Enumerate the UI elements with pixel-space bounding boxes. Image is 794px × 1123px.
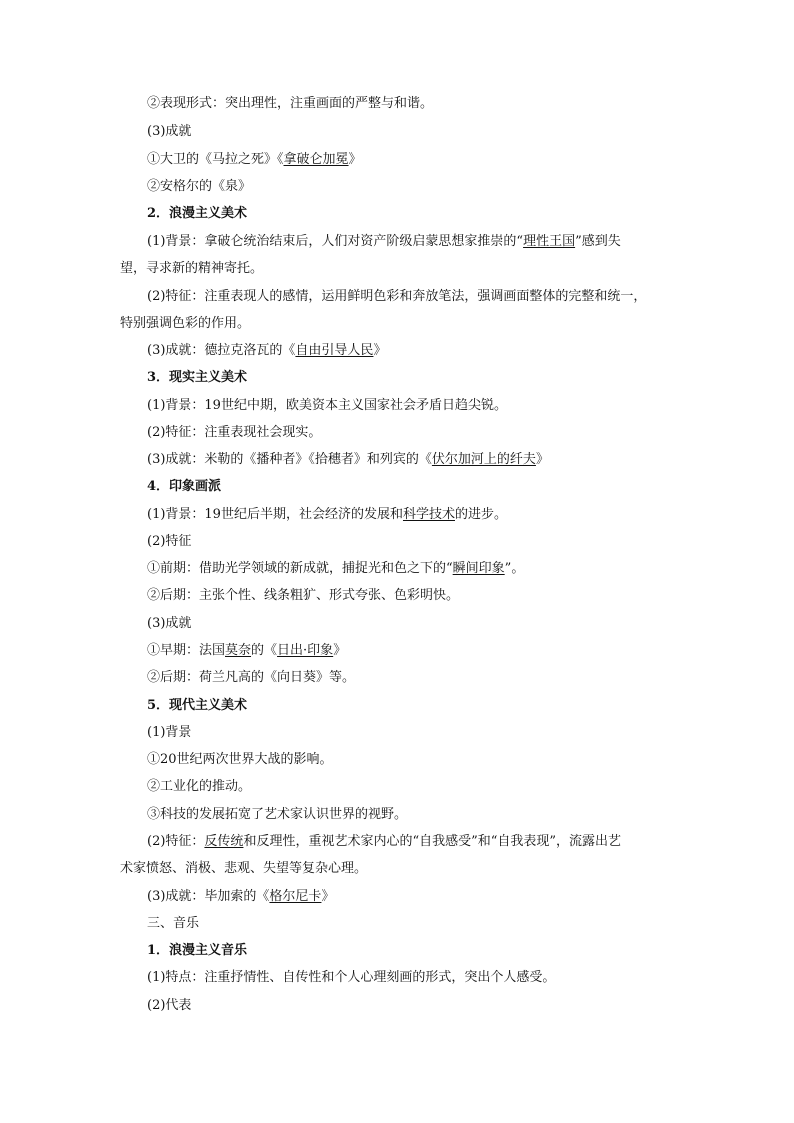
text-line: ③科技的发展拓宽了艺术家认识世界的视野。 [147,807,408,822]
answer-blank: 理性王国 [523,234,576,249]
text-line: ①大卫的《马拉之死》《拿破仑加冕》 [147,152,362,167]
answer-blank: 瞬间印象 [452,561,505,576]
section-heading: 5．现代主义美术 [147,698,248,713]
text-line: ②后期：主张个性、线条粗犷、形式夸张、色彩明快。 [147,588,460,603]
section-heading: 三、音乐 [147,916,200,931]
answer-blank: 格尔尼卡 [269,889,322,904]
section-heading: 1．浪漫主义音乐 [147,943,248,958]
text-line: (2)特征：注重表现人的感情，运用鲜明色彩和奔放笔法，强调画面整体的完整和统一， [147,289,647,304]
section-heading: 3．现实主义美术 [147,370,248,385]
answer-blank: 日出·印象 [277,643,334,658]
text-line: (1)特点：注重抒情性、自传性和个人心理刻画的形式，突出个人感受。 [147,970,556,985]
text-line: (3)成就：德拉克洛瓦的《自由引导人民》 [147,343,387,358]
text-line: (2)特征：反传统和反理性，重视艺术家内心的“自我感受”和“自我表现”，流露出艺 [147,834,622,849]
section-heading: 4．印象画派 [147,479,222,494]
answer-blank: 反传统 [204,834,244,849]
text-line: (3)成就：米勒的《播种者》《拾穗者》和列宾的《伏尔加河上的纤夫》 [147,452,549,467]
text-line: 术家愤怒、消极、悲观、失望等复杂心理。 [120,861,368,876]
text-line: ②表现形式：突出理性，注重画面的严整与和谐。 [147,96,434,111]
text-line: ②后期：荷兰凡高的《向日葵》等。 [147,670,356,685]
answer-blank: 伏尔加河上的纤夫 [431,452,536,467]
text-line: 特别强调色彩的作用。 [120,316,251,331]
text-line: (3)成就 [147,124,192,139]
text-line: (1)背景：19世纪后半期，社会经济的发展和科学技术的进步。 [147,507,507,522]
answer-blank: 莫奈 [225,643,252,658]
text-line: (1)背景 [147,725,192,740]
text-line: (1)背景：拿破仑统治结束后，人们对资产阶级启蒙思想家推崇的“理性王国”感到失 [147,234,621,249]
text-line: ②工业化的推动。 [147,779,252,794]
section-heading: 2．浪漫主义美术 [147,206,248,221]
text-line: (2)特征：注重表现社会现实。 [147,425,322,440]
text-line: (3)成就 [147,616,192,631]
text-line: ①前期：借助光学领域的新成就，捕捉光和色之下的“瞬间印象”。 [147,561,525,576]
text-line: ①20世纪两次世界大战的影响。 [147,752,333,767]
text-line: (3)成就：毕加索的《格尔尼卡》 [147,889,335,904]
text-line: ①早期：法国莫奈的《日出·印象》 [147,643,347,658]
answer-blank: 自由引导人民 [295,343,374,358]
text-line: (2)代表 [147,998,192,1013]
text-line: (1)背景：19世纪中期，欧美资本主义国家社会矛盾日趋尖锐。 [147,398,507,413]
text-line: 望，寻求新的精神寄托。 [120,261,264,276]
answer-blank: 科学技术 [402,507,455,522]
answer-blank: 拿破仑加冕 [283,152,349,167]
text-line: (2)特征 [147,534,192,549]
text-line: ②安格尔的《泉》 [147,179,252,194]
